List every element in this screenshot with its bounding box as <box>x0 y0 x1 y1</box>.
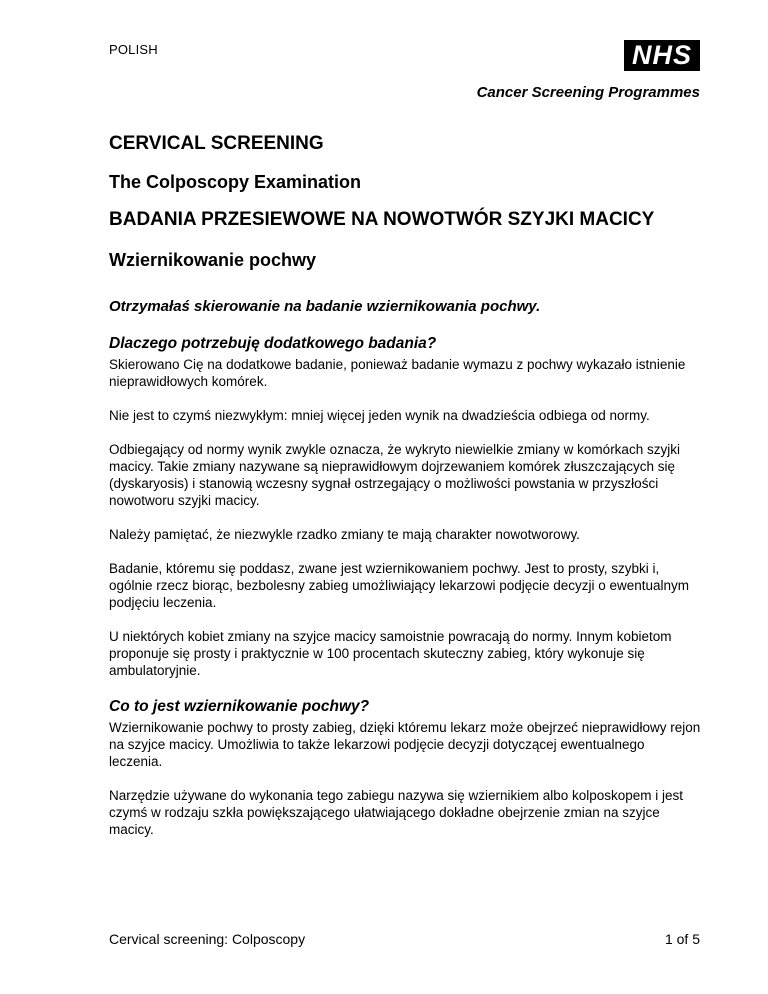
subtitle-english: The Colposcopy Examination <box>109 172 362 192</box>
title-polish: BADANIA PRZESIEWOWE NA NOWOTWÓR SZYJKI MACICY <box>109 209 655 230</box>
section-heading: Dlaczego potrzebuję dodatkowego badania? <box>109 335 437 352</box>
intro-statement: Otrzymałaś skierowanie na badanie wziernikowania pochwy. <box>109 298 541 315</box>
paragraph: Należy pamiętać, że niezwykle rzadko zmiany te mają charakter nowotworowy. <box>109 527 580 542</box>
footer-title: Cervical screening: Colposcopy <box>109 931 306 947</box>
paragraph: Skierowano Cię na dodatkowe badanie, ponieważ badanie wymazu z pochwy wykazało istnienie nieprawidłowych komórek. <box>109 357 686 389</box>
paragraph: Narzędzie używane do wykonania tego zabiegu nazywa się wziernikiem albo kolposkopem i jest czymś w rodzaju szkła powiększającego ułatwiającego dokładne obejrzenie zmian na szyjce macicy. <box>109 788 684 837</box>
paragraph: U niektórych kobiet zmiany na szyjce macicy samoistnie powracają do normy. Innym kobietom proponuje się prosty i praktycznie w 100 procentach skuteczny zabieg, który wykonuje się ambulatoryjnie. <box>109 629 672 678</box>
paragraph: Nie jest to czymś niezwykłym: mniej więcej jeden wynik na dwadzieścia odbiega od normy. <box>109 408 650 423</box>
subtitle-polish: Wziernikowanie pochwy <box>109 250 317 270</box>
nhs-logo: NHS <box>624 40 700 71</box>
section-heading: Co to jest wziernikowanie pochwy? <box>109 698 370 715</box>
programme-name: Cancer Screening Programmes <box>476 84 700 101</box>
document-body <box>109 132 701 838</box>
language-label: POLISH <box>109 42 158 57</box>
page-number: 1 of 5 <box>664 931 700 947</box>
paragraph: Odbiegający od normy wynik zwykle oznacza, że wykryto niewielkie zmiany w komórkach szyjki macicy. Takie zmiany nazywane są nieprawidłowym dojrzewaniem komórek złuszczających się (dyskaryosis) i stanowią wczesny sygnał ostrzegający o możliwości powstania w przyszłości nowotworu szyjki macicy. <box>109 442 680 508</box>
paragraph: Wziernikowanie pochwy to prosty zabieg, dzięki któremu lekarz może obejrzeć nieprawidłowy rejon na szyjce macicy. Umożliwia to także lekarzowi podjęcie decyzji dotyczącej ewentualnego leczenia. <box>109 720 701 769</box>
paragraph: Badanie, któremu się poddasz, zwane jest wziernikowaniem pochwy. Jest to prosty, szybki i, ogólnie rzecz biorąc, bezbolesny zabieg umożliwiający lekarzowi podjęcie decyzji o ewentualnym podjęciu leczenia. <box>109 561 690 610</box>
title-english: CERVICAL SCREENING <box>109 133 324 154</box>
